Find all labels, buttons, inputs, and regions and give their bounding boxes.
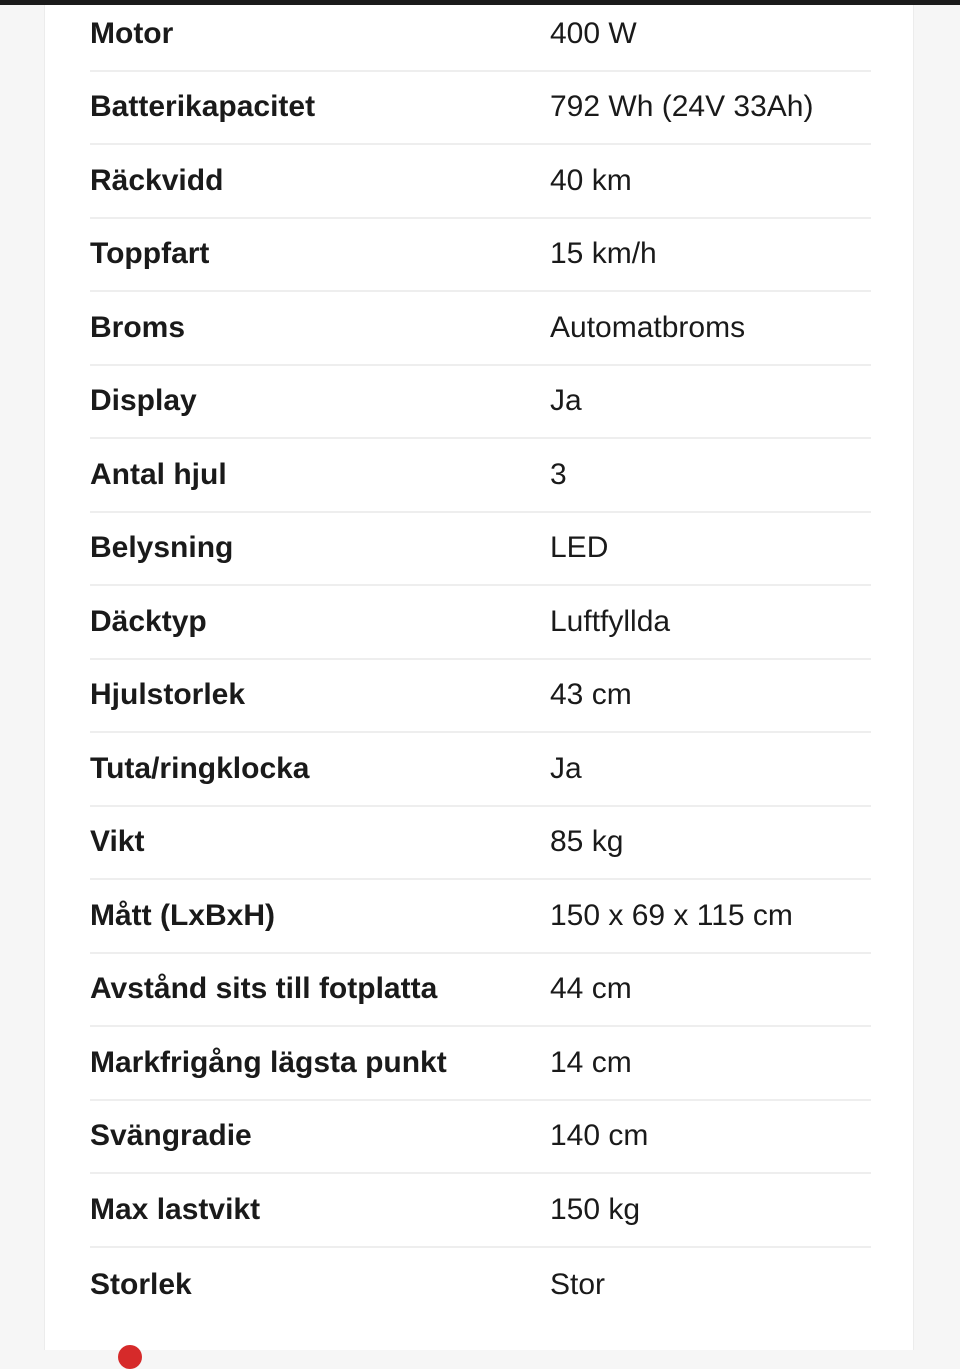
spec-row-brake xyxy=(90,292,871,366)
spec-row-seat-to-footplate xyxy=(90,954,871,1028)
spec-row-ground-clearance xyxy=(90,1027,871,1101)
spec-label: Broms xyxy=(90,310,186,344)
spec-label: Svängradie xyxy=(90,1119,252,1152)
spec-value: 3 xyxy=(550,457,567,491)
spec-row-horn xyxy=(90,733,871,807)
spec-value: 40 km xyxy=(550,163,632,197)
spec-row-range xyxy=(90,145,871,219)
spec-label: Markfrigång lägsta punkt xyxy=(90,1045,447,1079)
spec-value: Ja xyxy=(550,751,582,785)
spec-row-tire-type xyxy=(90,586,871,660)
spec-value: 792 Wh (24V 33Ah) xyxy=(550,90,814,123)
spec-label: Tuta/ringklocka xyxy=(90,751,310,785)
spec-row-dimensions xyxy=(90,880,871,954)
spec-value: 150 x 69 x 115 cm xyxy=(550,898,793,932)
spec-label: Batterikapacitet xyxy=(90,90,316,123)
spec-row-wheel-size xyxy=(90,660,871,734)
spec-label: Mått (LxBxH) xyxy=(90,898,275,932)
spec-row-top-speed xyxy=(90,219,871,293)
spec-row-motor xyxy=(90,5,871,72)
spec-value: Luftfyllda xyxy=(550,604,671,638)
spec-value: 400 W xyxy=(550,16,637,50)
spec-label: Räckvidd xyxy=(90,163,224,197)
spec-label: Storlek xyxy=(90,1268,192,1301)
spec-table xyxy=(90,5,871,1321)
spec-card xyxy=(44,5,914,1350)
spec-value: Stor xyxy=(550,1268,606,1301)
spec-label: Max lastvikt xyxy=(90,1192,261,1226)
spec-label: Motor xyxy=(90,16,174,50)
spec-label: Däcktyp xyxy=(90,604,207,638)
spec-value: Automatbroms xyxy=(550,310,746,344)
spec-label: Belysning xyxy=(90,531,234,564)
spec-row-size xyxy=(90,1248,871,1322)
spec-row-display xyxy=(90,366,871,440)
spec-label: Toppfart xyxy=(90,237,210,270)
floating-action-button[interactable] xyxy=(118,1345,142,1369)
spec-value: 140 cm xyxy=(550,1119,649,1152)
spec-value: 44 cm xyxy=(550,972,632,1005)
spec-row-max-load xyxy=(90,1174,871,1248)
spec-value: 43 cm xyxy=(550,678,632,711)
spec-value: LED xyxy=(550,531,609,564)
spec-row-turning-radius xyxy=(90,1101,871,1175)
spec-label: Antal hjul xyxy=(90,457,227,491)
spec-value: 85 kg xyxy=(550,825,624,858)
spec-label: Display xyxy=(90,384,197,417)
spec-value: Ja xyxy=(550,384,582,417)
spec-row-weight xyxy=(90,807,871,881)
spec-label: Avstånd sits till fotplatta xyxy=(90,972,438,1005)
spec-row-battery-capacity xyxy=(90,72,871,146)
spec-label: Hjulstorlek xyxy=(90,678,246,711)
spec-value: 14 cm xyxy=(550,1045,632,1079)
spec-row-wheel-count xyxy=(90,439,871,513)
spec-value: 15 km/h xyxy=(550,237,657,270)
spec-label: Vikt xyxy=(90,825,145,858)
spec-row-lighting xyxy=(90,513,871,587)
spec-value: 150 kg xyxy=(550,1192,641,1226)
